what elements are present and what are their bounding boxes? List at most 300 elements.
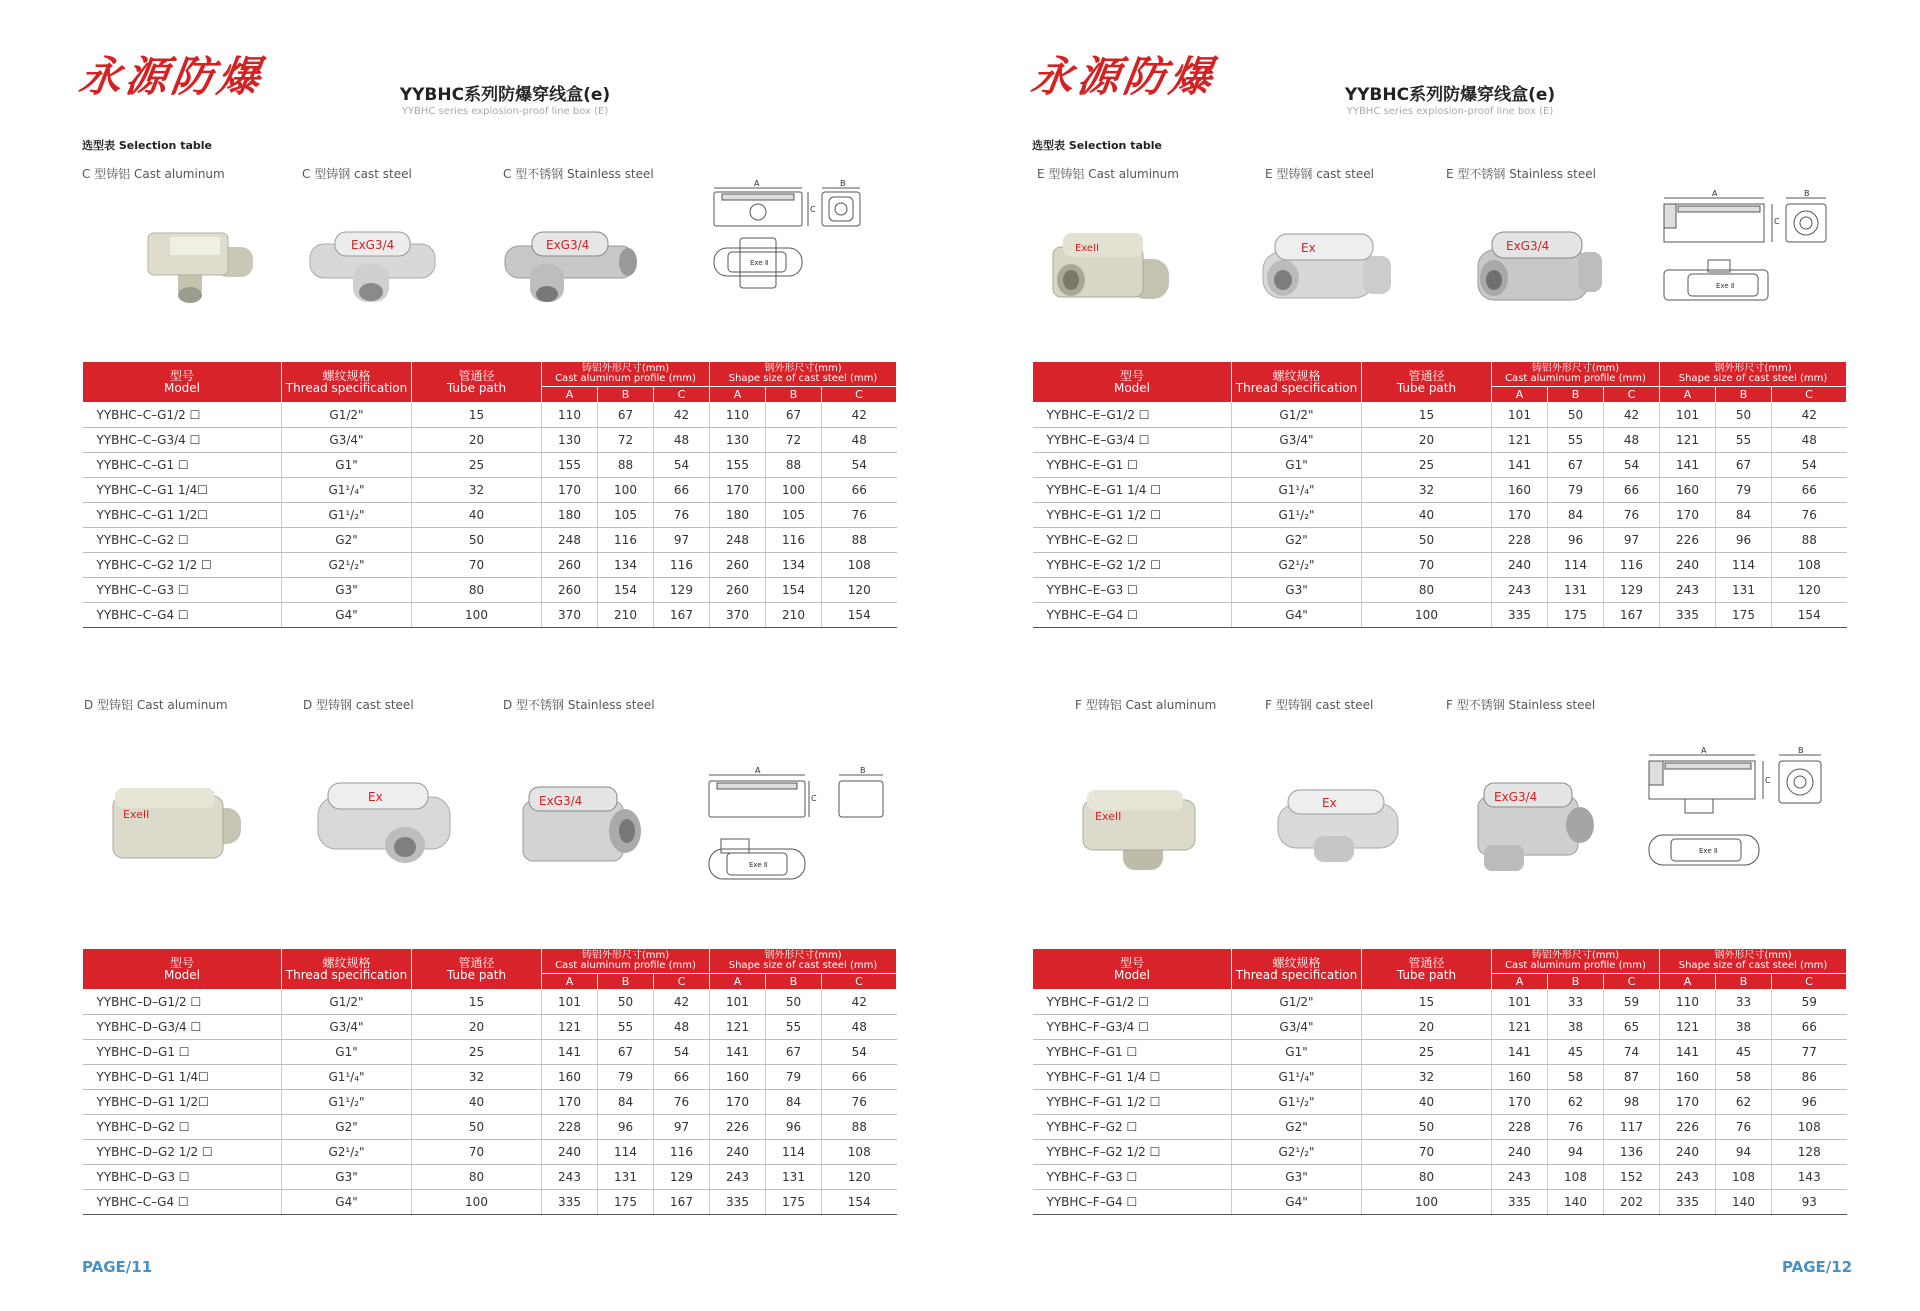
cell-al-c: 202 bbox=[1604, 1190, 1660, 1215]
header-st-c: C bbox=[1772, 974, 1847, 990]
cell-st-a: 141 bbox=[710, 1040, 766, 1065]
header-tube-zh: 管通径 bbox=[1408, 956, 1445, 970]
product-image-f-stainless bbox=[1470, 775, 1600, 875]
cell-tube: 70 bbox=[412, 1140, 542, 1165]
cell-st-b: 105 bbox=[766, 503, 822, 528]
cell-st-a: 180 bbox=[710, 503, 766, 528]
cell-al-a: 170 bbox=[1492, 1090, 1548, 1115]
header-steel-group bbox=[1660, 362, 1847, 387]
cell-al-c: 97 bbox=[654, 1115, 710, 1140]
cell-st-b: 175 bbox=[766, 1190, 822, 1215]
cell-al-c: 136 bbox=[1604, 1140, 1660, 1165]
cell-al-c: 48 bbox=[654, 1015, 710, 1040]
brand-logo-right: 永源防爆 bbox=[1028, 52, 1220, 101]
cell-tube: 70 bbox=[412, 553, 542, 578]
cell-tube: 50 bbox=[1362, 1115, 1492, 1140]
dimension-drawing-c bbox=[710, 180, 880, 300]
cell-al-b: 131 bbox=[1548, 578, 1604, 603]
cell-al-a: 121 bbox=[1492, 1015, 1548, 1040]
header-title-right bbox=[1240, 80, 1660, 117]
header-al-a: A bbox=[542, 974, 598, 990]
cell-al-a: 155 bbox=[542, 453, 598, 478]
header-st-zh: 钢外形尺寸(mm) bbox=[764, 950, 842, 961]
cell-st-c: 108 bbox=[822, 553, 897, 578]
cell-thread: G4" bbox=[1232, 1190, 1362, 1215]
header-st-zh: 钢外形尺寸(mm) bbox=[764, 363, 842, 374]
cell-tube: 50 bbox=[412, 528, 542, 553]
caption-e-stainless: E 型不锈钢 Stainless steel bbox=[1446, 167, 1596, 181]
caption-d-aluminum: D 型铸铝 Cast aluminum bbox=[84, 698, 228, 712]
cell-model: YYBHC–C–G1/2 ☐ bbox=[83, 403, 282, 428]
cell-al-a: 160 bbox=[1492, 478, 1548, 503]
cell-st-b: 67 bbox=[1716, 453, 1772, 478]
cell-st-a: 243 bbox=[1660, 1165, 1716, 1190]
cell-model: YYBHC–C–G3 ☐ bbox=[83, 578, 282, 603]
cell-tube: 70 bbox=[1362, 553, 1492, 578]
table-row bbox=[1033, 503, 1847, 528]
header-thread bbox=[1232, 362, 1362, 403]
header-tube bbox=[412, 949, 542, 990]
cell-st-b: 67 bbox=[766, 1040, 822, 1065]
cell-st-c: 76 bbox=[822, 503, 897, 528]
cell-thread: G2¹/₂" bbox=[282, 1140, 412, 1165]
nameplate-label: Exe Ⅱ bbox=[749, 861, 768, 869]
table-row bbox=[1033, 1015, 1847, 1040]
cell-al-a: 160 bbox=[542, 1065, 598, 1090]
cell-st-b: 45 bbox=[1716, 1040, 1772, 1065]
cell-st-c: 143 bbox=[1772, 1165, 1847, 1190]
cell-st-c: 66 bbox=[822, 1065, 897, 1090]
cell-st-c: 96 bbox=[1772, 1090, 1847, 1115]
dimension-drawing-f bbox=[1645, 745, 1830, 875]
cell-st-c: 59 bbox=[1772, 990, 1847, 1015]
cell-st-b: 84 bbox=[1716, 503, 1772, 528]
table-row bbox=[1033, 528, 1847, 553]
header-tube bbox=[412, 362, 542, 403]
cell-st-b: 38 bbox=[1716, 1015, 1772, 1040]
cell-al-b: 116 bbox=[598, 528, 654, 553]
cell-thread: G3/4" bbox=[282, 1015, 412, 1040]
cell-al-b: 105 bbox=[598, 503, 654, 528]
cell-tube: 32 bbox=[412, 1065, 542, 1090]
cell-tube: 25 bbox=[412, 1040, 542, 1065]
cell-al-c: 98 bbox=[1604, 1090, 1660, 1115]
cell-st-a: 160 bbox=[1660, 478, 1716, 503]
cell-thread: G3" bbox=[1232, 1165, 1362, 1190]
cell-al-a: 243 bbox=[542, 1165, 598, 1190]
cell-thread: G2¹/₂" bbox=[282, 553, 412, 578]
cell-st-c: 93 bbox=[1772, 1190, 1847, 1215]
cell-tube: 15 bbox=[1362, 990, 1492, 1015]
cell-al-b: 58 bbox=[1548, 1065, 1604, 1090]
header-model-en: Model bbox=[1113, 968, 1151, 982]
product-image-c-steel bbox=[305, 222, 440, 307]
cell-model: YYBHC–F–G2 ☐ bbox=[1033, 1115, 1232, 1140]
cell-model: YYBHC–D–G2 1/2 ☐ bbox=[83, 1140, 282, 1165]
cell-tube: 20 bbox=[412, 428, 542, 453]
cell-al-a: 335 bbox=[542, 1190, 598, 1215]
cell-al-c: 87 bbox=[1604, 1065, 1660, 1090]
cell-al-c: 76 bbox=[654, 1090, 710, 1115]
header-al-b: B bbox=[598, 974, 654, 990]
header-st-b: B bbox=[766, 387, 822, 403]
header-steel-group bbox=[1660, 949, 1847, 974]
cell-al-b: 67 bbox=[598, 403, 654, 428]
cell-st-a: 101 bbox=[1660, 403, 1716, 428]
dim-label-a: A bbox=[1712, 190, 1718, 198]
page-number-right: PAGE/12 bbox=[1782, 1258, 1853, 1276]
cell-al-b: 84 bbox=[1548, 503, 1604, 528]
header-st-c: C bbox=[822, 387, 897, 403]
cell-al-c: 42 bbox=[654, 990, 710, 1015]
table-row bbox=[1033, 553, 1847, 578]
cell-model: YYBHC–D–G3/4 ☐ bbox=[83, 1015, 282, 1040]
cell-al-a: 260 bbox=[542, 578, 598, 603]
cell-st-a: 121 bbox=[710, 1015, 766, 1040]
cell-al-a: 180 bbox=[542, 503, 598, 528]
table-body bbox=[83, 990, 897, 1215]
cell-al-c: 129 bbox=[654, 578, 710, 603]
svg-text:ExG3/4: ExG3/4 bbox=[351, 238, 395, 252]
cell-al-b: 114 bbox=[598, 1140, 654, 1165]
cell-model: YYBHC–F–G1 ☐ bbox=[1033, 1040, 1232, 1065]
cell-st-b: 100 bbox=[766, 478, 822, 503]
cell-al-b: 114 bbox=[1548, 553, 1604, 578]
dimension-drawing-d bbox=[705, 765, 890, 890]
cell-al-a: 170 bbox=[1492, 503, 1548, 528]
table-row bbox=[83, 1165, 897, 1190]
cell-al-c: 76 bbox=[654, 503, 710, 528]
header-st-b: B bbox=[766, 974, 822, 990]
caption-f-aluminum: F 型铸铝 Cast aluminum bbox=[1075, 698, 1217, 712]
cell-al-c: 66 bbox=[654, 478, 710, 503]
header-st-en: Shape size of cast steel (mm) bbox=[1678, 373, 1828, 384]
cell-st-a: 243 bbox=[1660, 578, 1716, 603]
cell-model: YYBHC–D–G1 1/2☐ bbox=[83, 1090, 282, 1115]
header-st-en: Shape size of cast steel (mm) bbox=[728, 373, 878, 384]
cell-st-c: 48 bbox=[822, 428, 897, 453]
table-row bbox=[1033, 603, 1847, 628]
cell-al-c: 42 bbox=[1604, 403, 1660, 428]
cell-al-b: 38 bbox=[1548, 1015, 1604, 1040]
header-al-zh: 铸铝外形尺寸(mm) bbox=[1531, 363, 1620, 374]
cell-tube: 15 bbox=[1362, 403, 1492, 428]
header-tube-zh: 管通径 bbox=[458, 956, 495, 970]
cell-thread: G1" bbox=[282, 1040, 412, 1065]
table-body bbox=[1033, 403, 1847, 628]
cell-st-b: 50 bbox=[1716, 403, 1772, 428]
cell-al-c: 167 bbox=[1604, 603, 1660, 628]
cell-tube: 32 bbox=[1362, 478, 1492, 503]
header-steel-group bbox=[710, 362, 897, 387]
cell-st-c: 88 bbox=[822, 528, 897, 553]
header-model-zh: 型号 bbox=[169, 369, 194, 383]
cell-model: YYBHC–F–G4 ☐ bbox=[1033, 1190, 1232, 1215]
header-thread bbox=[282, 949, 412, 990]
svg-text:Ex: Ex bbox=[1301, 241, 1316, 255]
cell-thread: G1/2" bbox=[1232, 403, 1362, 428]
cell-tube: 15 bbox=[412, 403, 542, 428]
header-title-left bbox=[295, 80, 715, 117]
cell-st-a: 335 bbox=[710, 1190, 766, 1215]
header-title-en: YYBHC series explosion-proof line box (E) bbox=[1346, 106, 1554, 117]
table-body bbox=[83, 403, 897, 628]
product-image-d-stainless bbox=[515, 775, 645, 875]
header-st-a: A bbox=[710, 974, 766, 990]
table-row bbox=[83, 528, 897, 553]
cell-st-a: 226 bbox=[1660, 528, 1716, 553]
table-row bbox=[83, 578, 897, 603]
cell-model: YYBHC–D–G1 1/4☐ bbox=[83, 1065, 282, 1090]
dim-label-b: B bbox=[1804, 190, 1810, 198]
header-model-zh: 型号 bbox=[1119, 956, 1144, 970]
cell-st-b: 154 bbox=[766, 578, 822, 603]
product-image-e-aluminum bbox=[1045, 225, 1175, 310]
nameplate-label: Exe Ⅱ bbox=[1699, 847, 1718, 855]
cell-al-b: 88 bbox=[598, 453, 654, 478]
cell-tube: 70 bbox=[1362, 1140, 1492, 1165]
cell-st-a: 121 bbox=[1660, 428, 1716, 453]
cell-st-b: 55 bbox=[766, 1015, 822, 1040]
table-row bbox=[1033, 1090, 1847, 1115]
cell-st-a: 121 bbox=[1660, 1015, 1716, 1040]
cell-al-b: 154 bbox=[598, 578, 654, 603]
selection-table-e bbox=[1032, 361, 1847, 628]
header-st-b: B bbox=[1716, 387, 1772, 403]
caption-d-steel: D 型铸钢 cast steel bbox=[303, 698, 414, 712]
cell-st-b: 55 bbox=[1716, 428, 1772, 453]
cell-al-c: 117 bbox=[1604, 1115, 1660, 1140]
header-model-en: Model bbox=[163, 968, 201, 982]
cell-model: YYBHC–F–G3/4 ☐ bbox=[1033, 1015, 1232, 1040]
cell-st-a: 226 bbox=[1660, 1115, 1716, 1140]
cell-model: YYBHC–F–G2 1/2 ☐ bbox=[1033, 1140, 1232, 1165]
cell-al-b: 210 bbox=[598, 603, 654, 628]
cell-tube: 80 bbox=[1362, 1165, 1492, 1190]
cell-st-a: 155 bbox=[710, 453, 766, 478]
table-body bbox=[1033, 990, 1847, 1215]
table-row bbox=[1033, 578, 1847, 603]
table-row bbox=[1033, 428, 1847, 453]
header-title-zh: YYBHC系列防爆穿线盒(e) bbox=[1344, 85, 1556, 105]
cell-al-b: 175 bbox=[598, 1190, 654, 1215]
cell-thread: G4" bbox=[282, 1190, 412, 1215]
cell-al-b: 33 bbox=[1548, 990, 1604, 1015]
brand-logo-left: 永源防爆 bbox=[76, 52, 268, 101]
header-st-a: A bbox=[710, 387, 766, 403]
table-row bbox=[1033, 1140, 1847, 1165]
cell-thread: G2¹/₂" bbox=[1232, 1140, 1362, 1165]
dim-label-c: C bbox=[1774, 217, 1780, 226]
header-al-zh: 铸铝外形尺寸(mm) bbox=[581, 363, 670, 374]
cell-al-c: 66 bbox=[654, 1065, 710, 1090]
table-row bbox=[1033, 1190, 1847, 1215]
header-st-c: C bbox=[1772, 387, 1847, 403]
cell-st-c: 88 bbox=[1772, 528, 1847, 553]
cell-st-b: 79 bbox=[1716, 478, 1772, 503]
product-image-c-stainless bbox=[500, 222, 640, 307]
cell-thread: G3/4" bbox=[1232, 1015, 1362, 1040]
cell-tube: 50 bbox=[412, 1115, 542, 1140]
cell-al-b: 76 bbox=[1548, 1115, 1604, 1140]
caption-f-stainless: F 型不锈钢 Stainless steel bbox=[1446, 698, 1596, 712]
cell-thread: G3" bbox=[1232, 578, 1362, 603]
cell-thread: G1¹/₄" bbox=[1232, 1065, 1362, 1090]
svg-text:ExeII: ExeII bbox=[123, 808, 150, 821]
cell-st-a: 170 bbox=[1660, 1090, 1716, 1115]
cell-al-b: 134 bbox=[598, 553, 654, 578]
cell-st-c: 66 bbox=[1772, 1015, 1847, 1040]
caption-d-stainless: D 型不锈钢 Stainless steel bbox=[503, 698, 655, 712]
cell-al-c: 48 bbox=[1604, 428, 1660, 453]
header-al-c: C bbox=[654, 387, 710, 403]
table-row bbox=[1033, 453, 1847, 478]
cell-al-c: 116 bbox=[654, 553, 710, 578]
cell-model: YYBHC–E–G3 ☐ bbox=[1033, 578, 1232, 603]
header-al-c: C bbox=[1604, 387, 1660, 403]
cell-al-a: 248 bbox=[542, 528, 598, 553]
header-thread-en: Thread specification bbox=[1235, 968, 1358, 982]
cell-model: YYBHC–D–G1/2 ☐ bbox=[83, 990, 282, 1015]
header-al-a: A bbox=[1492, 387, 1548, 403]
header-model bbox=[83, 362, 282, 403]
header-thread-zh: 螺纹规格 bbox=[1272, 956, 1321, 970]
cell-st-b: 140 bbox=[1716, 1190, 1772, 1215]
cell-st-b: 67 bbox=[766, 403, 822, 428]
cell-model: YYBHC–E–G4 ☐ bbox=[1033, 603, 1232, 628]
header-aluminum-group bbox=[1492, 949, 1660, 974]
cell-thread: G4" bbox=[282, 603, 412, 628]
cell-tube: 20 bbox=[412, 1015, 542, 1040]
svg-text:ExG3/4: ExG3/4 bbox=[1506, 239, 1550, 253]
product-image-e-stainless bbox=[1470, 222, 1605, 312]
header-tube-zh: 管通径 bbox=[1408, 369, 1445, 383]
cell-tube: 40 bbox=[1362, 503, 1492, 528]
cell-st-a: 160 bbox=[1660, 1065, 1716, 1090]
cell-al-b: 62 bbox=[1548, 1090, 1604, 1115]
header-tube-zh: 管通径 bbox=[458, 369, 495, 383]
header-st-en: Shape size of cast steel (mm) bbox=[728, 960, 878, 971]
cell-st-b: 62 bbox=[1716, 1090, 1772, 1115]
cell-al-b: 72 bbox=[598, 428, 654, 453]
header-al-en: Cast aluminum profile (mm) bbox=[1505, 960, 1646, 971]
cell-tube: 32 bbox=[412, 478, 542, 503]
cell-st-b: 50 bbox=[766, 990, 822, 1015]
cell-al-c: 116 bbox=[1604, 553, 1660, 578]
cell-al-a: 101 bbox=[1492, 990, 1548, 1015]
cell-st-b: 88 bbox=[766, 453, 822, 478]
cell-thread: G4" bbox=[1232, 603, 1362, 628]
cell-st-a: 110 bbox=[710, 403, 766, 428]
cell-al-a: 170 bbox=[542, 1090, 598, 1115]
cell-st-c: 108 bbox=[1772, 553, 1847, 578]
cell-model: YYBHC–E–G1/2 ☐ bbox=[1033, 403, 1232, 428]
dim-label-b: B bbox=[840, 180, 846, 188]
cell-al-c: 66 bbox=[1604, 478, 1660, 503]
header-st-en: Shape size of cast steel (mm) bbox=[1678, 960, 1828, 971]
cell-model: YYBHC–E–G3/4 ☐ bbox=[1033, 428, 1232, 453]
cell-model: YYBHC–E–G2 1/2 ☐ bbox=[1033, 553, 1232, 578]
header-tube-en: Tube path bbox=[1396, 381, 1457, 395]
cell-model: YYBHC–C–G2 1/2 ☐ bbox=[83, 553, 282, 578]
header-thread-en: Thread specification bbox=[285, 381, 408, 395]
header-thread bbox=[282, 362, 412, 403]
table-row bbox=[83, 1015, 897, 1040]
header-model-en: Model bbox=[163, 381, 201, 395]
cell-st-a: 130 bbox=[710, 428, 766, 453]
cell-st-c: 120 bbox=[1772, 578, 1847, 603]
caption-f-steel: F 型铸钢 cast steel bbox=[1265, 698, 1374, 712]
cell-model: YYBHC–C–G1 ☐ bbox=[83, 453, 282, 478]
caption-c-stainless: C 型不锈钢 Stainless steel bbox=[503, 167, 654, 181]
cell-st-a: 110 bbox=[1660, 990, 1716, 1015]
cell-tube: 100 bbox=[1362, 1190, 1492, 1215]
cell-thread: G2¹/₂" bbox=[1232, 553, 1362, 578]
cell-tube: 80 bbox=[412, 1165, 542, 1190]
cell-st-b: 210 bbox=[766, 603, 822, 628]
cell-al-c: 54 bbox=[654, 453, 710, 478]
cell-tube: 25 bbox=[1362, 453, 1492, 478]
cell-st-b: 131 bbox=[1716, 578, 1772, 603]
cell-st-c: 48 bbox=[822, 1015, 897, 1040]
cell-tube: 20 bbox=[1362, 1015, 1492, 1040]
header-al-a: A bbox=[1492, 974, 1548, 990]
cell-st-a: 260 bbox=[710, 578, 766, 603]
dim-label-a: A bbox=[755, 766, 761, 775]
cell-st-a: 170 bbox=[1660, 503, 1716, 528]
cell-al-b: 94 bbox=[1548, 1140, 1604, 1165]
cell-model: YYBHC–C–G1 1/2☐ bbox=[83, 503, 282, 528]
cell-thread: G1" bbox=[1232, 453, 1362, 478]
cell-st-b: 96 bbox=[766, 1115, 822, 1140]
cell-st-a: 260 bbox=[710, 553, 766, 578]
cell-thread: G3/4" bbox=[1232, 428, 1362, 453]
cell-st-c: 86 bbox=[1772, 1065, 1847, 1090]
header-st-zh: 钢外形尺寸(mm) bbox=[1714, 363, 1792, 374]
nameplate-label: Exe Ⅱ bbox=[750, 259, 769, 267]
table-row bbox=[83, 990, 897, 1015]
header-thread-zh: 螺纹规格 bbox=[322, 956, 371, 970]
header-tube-en: Tube path bbox=[446, 968, 507, 982]
header-thread-zh: 螺纹规格 bbox=[322, 369, 371, 383]
cell-tube: 100 bbox=[412, 1190, 542, 1215]
header-thread-en: Thread specification bbox=[285, 968, 408, 982]
cell-st-c: 66 bbox=[822, 478, 897, 503]
product-image-d-aluminum bbox=[105, 780, 245, 875]
cell-al-c: 97 bbox=[654, 528, 710, 553]
cell-al-b: 45 bbox=[1548, 1040, 1604, 1065]
table-row bbox=[83, 1065, 897, 1090]
cell-al-a: 141 bbox=[1492, 453, 1548, 478]
cell-tube: 25 bbox=[1362, 1040, 1492, 1065]
cell-thread: G1" bbox=[282, 453, 412, 478]
header-title-en: YYBHC series explosion-proof line box (E) bbox=[401, 106, 609, 117]
table-row bbox=[83, 1190, 897, 1215]
dim-label-c: C bbox=[811, 794, 817, 803]
table-row bbox=[1033, 1115, 1847, 1140]
product-image-f-steel bbox=[1270, 780, 1405, 870]
cell-st-b: 79 bbox=[766, 1065, 822, 1090]
cell-tube: 25 bbox=[412, 453, 542, 478]
dim-label-a: A bbox=[1701, 746, 1707, 755]
table-row bbox=[1033, 1065, 1847, 1090]
cell-al-c: 48 bbox=[654, 428, 710, 453]
cell-tube: 32 bbox=[1362, 1065, 1492, 1090]
cell-st-c: 108 bbox=[822, 1140, 897, 1165]
cell-al-c: 129 bbox=[654, 1165, 710, 1190]
cell-st-b: 114 bbox=[1716, 553, 1772, 578]
cell-model: YYBHC–E–G1 1/2 ☐ bbox=[1033, 503, 1232, 528]
